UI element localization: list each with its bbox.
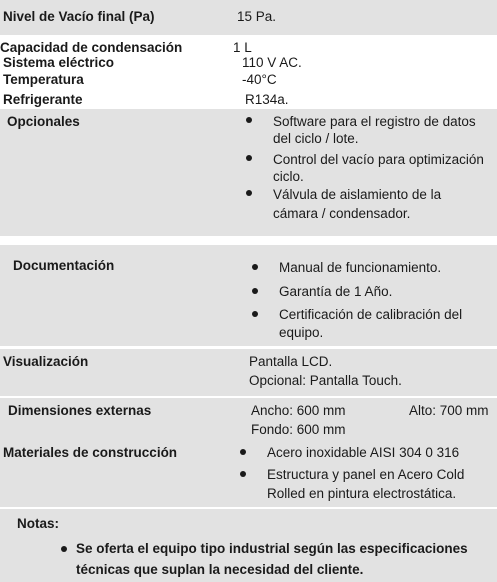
row-vacio-label: Nivel de Vacío final (Pa) [3, 9, 155, 24]
notas-item-line: técnicas que suplan la necesidad del cliente. [76, 562, 364, 577]
row-materiales-label: Materiales de construcción [3, 445, 178, 460]
list-item-line: Rolled en pintura electrostática. [267, 486, 457, 501]
list-bullet [240, 471, 246, 477]
row-refrigerante-label: Refrigerante [3, 92, 83, 107]
list-item-line: del ciclo / lote. [273, 131, 359, 146]
row-separator [0, 396, 497, 398]
row-dimensiones-label: Dimensiones externas [8, 403, 152, 418]
list-bullet [61, 546, 67, 552]
row-visualizacion-line: Pantalla LCD. [249, 354, 333, 369]
row-dimensiones-fondo: Fondo: 600 mm [251, 422, 346, 437]
list-bullet [246, 190, 252, 196]
list-item-line: Software para el registro de datos [273, 114, 476, 129]
row-refrigerante-value: R134a. [245, 92, 289, 107]
row-separator [0, 507, 497, 509]
row-vacio-value: 15 Pa. [237, 9, 277, 24]
row-separator [0, 244, 497, 245]
list-item-line: Certificación de calibración del [279, 307, 463, 322]
notas-title: Notas: [17, 516, 60, 531]
row-temperatura-value: -40°C [242, 72, 277, 87]
row-sistema-label: Sistema eléctrico [3, 55, 115, 70]
list-item-line: equipo. [279, 325, 324, 340]
list-item-line: Acero inoxidable AISI 304 0 316 [267, 445, 460, 460]
row-opcionales-label: Opcionales [7, 114, 80, 129]
list-bullet [252, 264, 258, 270]
list-bullet [252, 288, 258, 294]
list-item-line: ciclo. [273, 169, 304, 184]
row-dimensiones-alto: Alto: 700 mm [409, 403, 489, 418]
list-item-line: cámara / condensador. [273, 206, 411, 221]
row-capacidad-label: Capacidad de condensación [0, 40, 183, 55]
list-item-line: Manual de funcionamiento. [279, 260, 442, 275]
row-temperatura-label: Temperatura [3, 72, 84, 87]
list-item-line: Control del vacío para optimización [273, 152, 484, 167]
list-item-line: Válvula de aislamiento de la [273, 187, 442, 202]
list-bullet [240, 449, 246, 455]
row-visualizacion-label: Visualización [3, 354, 89, 369]
list-bullet [252, 311, 258, 317]
row-separator [0, 347, 497, 349]
list-item-line: Garantía de 1 Año. [279, 284, 393, 299]
row-capacidad-value: 1 L [233, 40, 252, 55]
list-bullet [246, 155, 252, 161]
notas-item-line: Se oferta el equipo tipo industrial según las especificaciones [76, 541, 468, 556]
row-visualizacion-line: Opcional: Pantalla Touch. [249, 373, 402, 388]
list-item-line: Estructura y panel en Acero Cold [267, 467, 465, 482]
row-documentacion-label: Documentación [13, 258, 115, 273]
list-bullet [246, 117, 252, 123]
row-sistema-value: 110 V AC. [242, 55, 302, 70]
row-dimensiones-ancho: Ancho: 600 mm [251, 403, 346, 418]
